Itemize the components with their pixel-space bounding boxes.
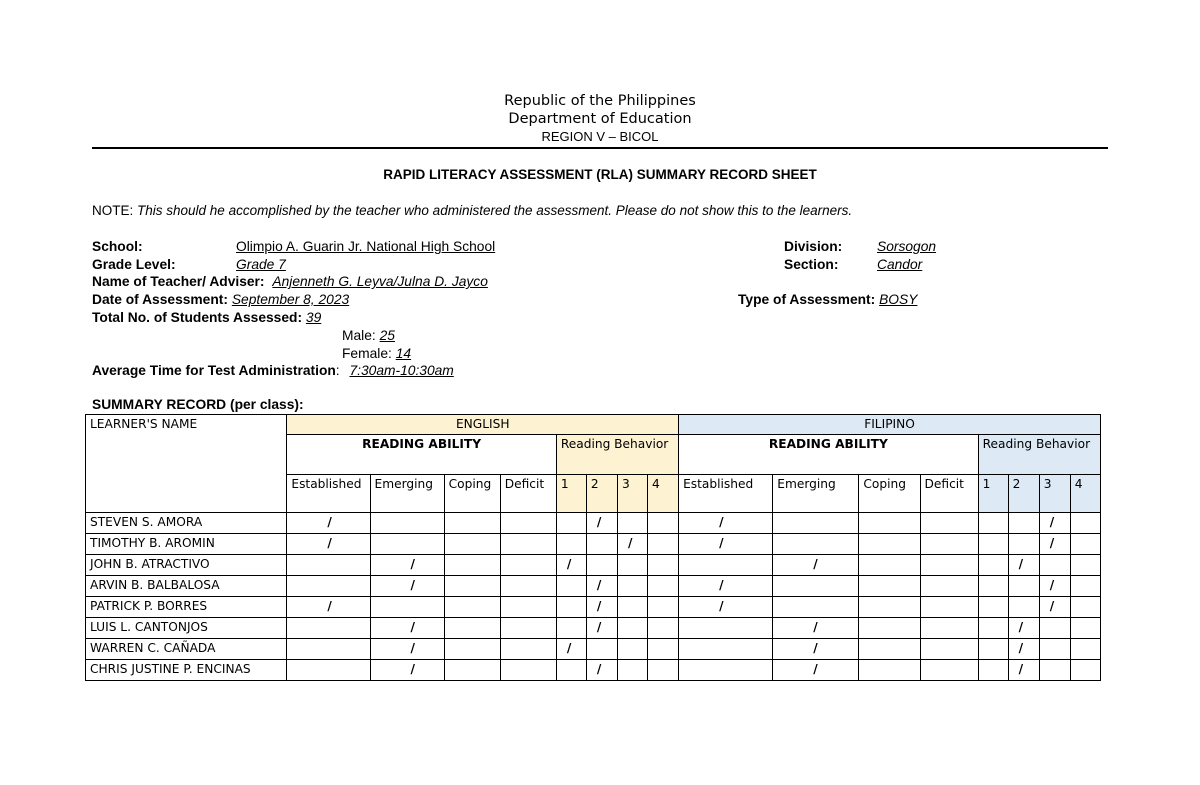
female-line (342, 346, 411, 361)
filipino-behavior-3-col: 3 (1039, 475, 1070, 513)
mark-cell (920, 597, 978, 618)
mark-cell (1039, 639, 1070, 660)
mark-cell: / (1039, 576, 1070, 597)
mark-cell (1008, 597, 1039, 618)
mark-cell (1070, 534, 1100, 555)
learner-name: TIMOTHY B. AROMIN (86, 534, 287, 555)
mark-cell (287, 660, 370, 681)
mark-cell: / (1039, 597, 1070, 618)
mark-cell (1070, 660, 1100, 681)
mark-cell (773, 513, 859, 534)
section-value: Candor (877, 257, 923, 272)
mark-cell (617, 639, 647, 660)
mark-cell (617, 660, 647, 681)
mark-cell (556, 597, 586, 618)
mark-cell (920, 576, 978, 597)
mark-cell (500, 555, 556, 576)
mark-cell: / (679, 513, 773, 534)
mark-cell: / (773, 555, 859, 576)
type-line (738, 292, 917, 307)
mark-cell: / (617, 534, 647, 555)
grade-label: Grade Level: (92, 257, 176, 272)
table-row (86, 534, 1101, 555)
english-header: ENGLISH (287, 415, 679, 435)
mark-cell (1070, 618, 1100, 639)
filipino-behavior-1-col: 1 (978, 475, 1008, 513)
avgtime-label: Average Time for Test Administration (92, 363, 336, 378)
mark-cell (556, 660, 586, 681)
mark-cell (978, 555, 1008, 576)
english-established-col: Established (287, 475, 370, 513)
mark-cell (859, 534, 920, 555)
note (92, 203, 852, 218)
mark-cell (500, 597, 556, 618)
table-row (86, 618, 1101, 639)
learner-name: STEVEN S. AMORA (86, 513, 287, 534)
filipino-emerging-col: Emerging (773, 475, 859, 513)
mark-cell (1008, 513, 1039, 534)
header-region: REGION V – BICOL (541, 129, 659, 144)
learner-name: ARVIN B. BALBALOSA (86, 576, 287, 597)
mark-cell (647, 639, 678, 660)
mark-cell (500, 639, 556, 660)
mark-cell (978, 660, 1008, 681)
mark-cell: / (556, 555, 586, 576)
mark-cell (978, 597, 1008, 618)
mark-cell: / (679, 576, 773, 597)
english-emerging-col: Emerging (370, 475, 444, 513)
mark-cell (978, 576, 1008, 597)
mark-cell: / (679, 597, 773, 618)
mark-cell: / (1008, 660, 1039, 681)
mark-cell (617, 618, 647, 639)
mark-cell (444, 534, 500, 555)
grade-value: Grade 7 (236, 257, 286, 272)
date-label: Date of Assessment: (92, 292, 228, 307)
mark-cell (370, 534, 444, 555)
type-value: BOSY (879, 292, 918, 307)
mark-cell: / (287, 597, 370, 618)
mark-cell (444, 639, 500, 660)
mark-cell: / (287, 513, 370, 534)
learner-name: WARREN C. CAÑADA (86, 639, 287, 660)
division-label: Division: (784, 239, 843, 254)
mark-cell (920, 513, 978, 534)
total-label: Total No. of Students Assessed: (92, 310, 303, 325)
total-value: 39 (305, 310, 322, 325)
mark-cell: / (773, 660, 859, 681)
mark-cell (500, 513, 556, 534)
mark-cell (1008, 576, 1039, 597)
mark-cell (444, 660, 500, 681)
mark-cell: / (586, 618, 617, 639)
filipino-reading-ability-header: READING ABILITY (679, 435, 979, 475)
mark-cell: / (1008, 618, 1039, 639)
mark-cell (500, 660, 556, 681)
mark-cell (556, 513, 586, 534)
mark-cell (1070, 555, 1100, 576)
mark-cell: / (586, 576, 617, 597)
section-label: Section: (784, 257, 839, 272)
mark-cell (859, 639, 920, 660)
filipino-header: FILIPINO (679, 415, 1101, 435)
mark-cell: / (586, 660, 617, 681)
header-rule (92, 147, 1108, 149)
english-behavior-4-col: 4 (647, 475, 678, 513)
mark-cell: / (370, 555, 444, 576)
english-reading-ability-header: READING ABILITY (287, 435, 556, 475)
filipino-reading-behavior-header: Reading Behavior (978, 435, 1100, 475)
mark-cell (586, 555, 617, 576)
mark-cell (859, 513, 920, 534)
header-republic: Republic of the Philippines (504, 93, 696, 109)
mark-cell (617, 597, 647, 618)
mark-cell (773, 576, 859, 597)
school-value: Olimpio A. Guarin Jr. National High School (236, 239, 496, 254)
mark-cell (370, 513, 444, 534)
mark-cell (1070, 639, 1100, 660)
date-line (92, 292, 349, 307)
mark-cell (679, 660, 773, 681)
teacher-value: Anjenneth G. Leyva/Julna D. Jayco (272, 274, 488, 289)
mark-cell (500, 618, 556, 639)
mark-cell (287, 555, 370, 576)
mark-cell (556, 534, 586, 555)
mark-cell: / (773, 618, 859, 639)
mark-cell (1070, 513, 1100, 534)
mark-cell: / (370, 618, 444, 639)
male-label: Male: (342, 328, 376, 343)
mark-cell: / (1039, 534, 1070, 555)
mark-cell: / (1039, 513, 1070, 534)
summary-label: SUMMARY RECORD (per class): (92, 397, 304, 412)
table-row (86, 639, 1101, 660)
mark-cell (859, 618, 920, 639)
male-line (342, 328, 395, 343)
mark-cell (647, 534, 678, 555)
mark-cell: / (586, 597, 617, 618)
filipino-coping-col: Coping (859, 475, 920, 513)
mark-cell: / (370, 639, 444, 660)
mark-cell (679, 639, 773, 660)
mark-cell (647, 555, 678, 576)
mark-cell (444, 513, 500, 534)
mark-cell (287, 576, 370, 597)
learner-name: LUIS L. CANTONJOS (86, 618, 287, 639)
mark-cell (1008, 534, 1039, 555)
mark-cell (859, 660, 920, 681)
summary-table (85, 414, 1101, 681)
avgtime-colon: : (335, 363, 340, 378)
mark-cell (920, 618, 978, 639)
filipino-behavior-2-col: 2 (1008, 475, 1039, 513)
mark-cell: / (556, 639, 586, 660)
teacher-line (92, 274, 488, 289)
mark-cell (859, 555, 920, 576)
mark-cell (859, 576, 920, 597)
type-label: Type of Assessment: (738, 292, 876, 307)
mark-cell (444, 576, 500, 597)
mark-cell (586, 639, 617, 660)
division-value: Sorsogon (877, 239, 937, 254)
mark-cell (617, 555, 647, 576)
mark-cell (978, 513, 1008, 534)
mark-cell: / (679, 534, 773, 555)
mark-cell (287, 618, 370, 639)
learner-name: PATRICK P. BORRES (86, 597, 287, 618)
mark-cell (586, 534, 617, 555)
mark-cell (500, 576, 556, 597)
mark-cell (773, 534, 859, 555)
mark-cell (617, 576, 647, 597)
mark-cell (978, 618, 1008, 639)
mark-cell (647, 618, 678, 639)
mark-cell (773, 597, 859, 618)
mark-cell (1070, 597, 1100, 618)
mark-cell (1039, 618, 1070, 639)
document-title: RAPID LITERACY ASSESSMENT (RLA) SUMMARY RECORD SHEET (383, 167, 817, 182)
english-behavior-1-col: 1 (556, 475, 586, 513)
mark-cell (920, 555, 978, 576)
table-row (86, 576, 1101, 597)
school-label: School: (92, 239, 143, 254)
mark-cell (444, 618, 500, 639)
mark-cell (920, 639, 978, 660)
mark-cell (556, 618, 586, 639)
mark-cell (679, 618, 773, 639)
english-coping-col: Coping (444, 475, 500, 513)
filipino-established-col: Established (679, 475, 773, 513)
mark-cell: / (287, 534, 370, 555)
mark-cell (647, 597, 678, 618)
male-value: 25 (379, 328, 395, 343)
mark-cell: / (773, 639, 859, 660)
mark-cell (920, 660, 978, 681)
table-row (86, 555, 1101, 576)
mark-cell: / (370, 576, 444, 597)
learner-name: JOHN B. ATRACTIVO (86, 555, 287, 576)
note-label: NOTE: (92, 203, 138, 218)
mark-cell (500, 534, 556, 555)
table-row (86, 597, 1101, 618)
mark-cell (920, 534, 978, 555)
mark-cell (617, 513, 647, 534)
female-label: Female: (342, 346, 392, 361)
mark-cell (1070, 576, 1100, 597)
table-row (86, 660, 1101, 681)
mark-cell (978, 534, 1008, 555)
mark-cell (859, 597, 920, 618)
filipino-behavior-4-col: 4 (1070, 475, 1100, 513)
table-row (86, 513, 1101, 534)
english-reading-behavior-header: Reading Behavior (556, 435, 678, 475)
mark-cell (1039, 660, 1070, 681)
date-value: September 8, 2023 (231, 292, 350, 307)
mark-cell: / (586, 513, 617, 534)
avgtime-line (92, 363, 454, 378)
mark-cell (444, 597, 500, 618)
filipino-deficit-col: Deficit (920, 475, 978, 513)
mark-cell (647, 576, 678, 597)
mark-cell (978, 639, 1008, 660)
mark-cell (1039, 555, 1070, 576)
learner-name-header: LEARNER'S NAME (86, 415, 287, 513)
mark-cell (370, 597, 444, 618)
note-text: This should he accomplished by the teacher who administered the assessment. Please do not show this to the learners. (137, 203, 853, 218)
header-department: Department of Education (508, 111, 692, 127)
mark-cell: / (1008, 639, 1039, 660)
mark-cell (556, 576, 586, 597)
mark-cell (287, 639, 370, 660)
english-behavior-3-col: 3 (617, 475, 647, 513)
female-value: 14 (395, 346, 412, 361)
mark-cell (444, 555, 500, 576)
mark-cell: / (1008, 555, 1039, 576)
learner-name: CHRIS JUSTINE P. ENCINAS (86, 660, 287, 681)
mark-cell (679, 555, 773, 576)
mark-cell (647, 660, 678, 681)
teacher-label: Name of Teacher/ Adviser: (92, 274, 265, 289)
avgtime-value: 7:30am-10:30am (349, 363, 454, 378)
mark-cell: / (370, 660, 444, 681)
english-behavior-2-col: 2 (586, 475, 617, 513)
english-deficit-col: Deficit (500, 475, 556, 513)
mark-cell (647, 513, 678, 534)
total-line (92, 310, 321, 325)
